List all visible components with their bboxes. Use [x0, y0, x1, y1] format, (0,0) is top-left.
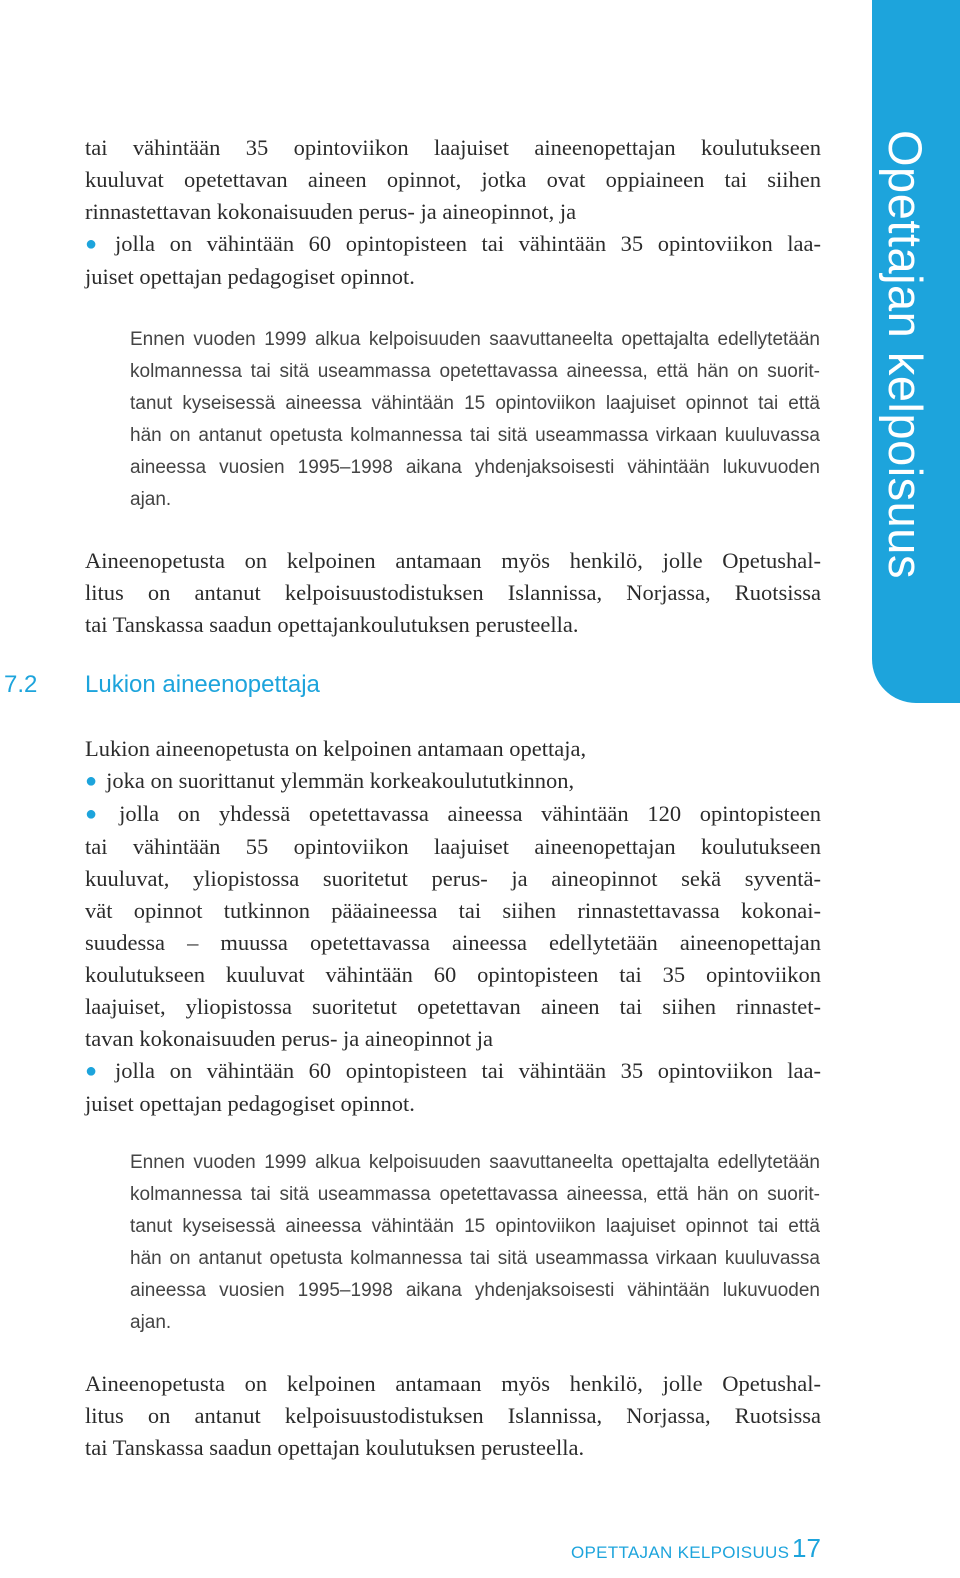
- note-line: hän on antanut opetusta kolmannessa tai sitä useammassa virkaan kuuluvassa: [130, 1248, 820, 1269]
- note-line: Ennen vuoden 1999 alkua kelpoisuuden saavuttaneelta opettajalta edellytetään: [130, 1152, 820, 1173]
- text-line: vät opinnot tutkinnon pääaineessa tai siihen rinnastettavassa kokonai-: [85, 898, 821, 923]
- note-line: tanut kyseisessä aineessa vähintään 15 opintoviikon laajuiset opinnot tai että: [130, 1216, 820, 1237]
- text-line: tai Tanskassa saadun opettajankoulutuksen perusteella.: [85, 612, 579, 637]
- note-line: aineessa vuosien 1995–1998 aikana yhdenjaksoisesti vähintään lukuvuoden: [130, 457, 820, 478]
- bullet-item: [85, 1055, 821, 1088]
- note-line: aineessa vuosien 1995–1998 aikana yhdenjaksoisesti vähintään lukuvuoden: [130, 1280, 820, 1301]
- section-number: 7.2: [4, 671, 38, 698]
- bullet-text: jolla on yhdessä opetettavassa aineessa vähintään 120 opintopisteen: [119, 801, 821, 826]
- bullet-text: jolla on vähintään 60 opintopisteen tai vähintään 35 opintoviikon laa-: [115, 231, 821, 256]
- text-line: litus on antanut kelpoisuustodistuksen Islannissa, Norjassa, Ruotsissa: [85, 1403, 821, 1428]
- text-line: Aineenopetusta on kelpoinen antamaan myös henkilö, jolle Opetushal-: [85, 1371, 821, 1396]
- text-line: juiset opettajan pedagogiset opinnot.: [85, 1091, 415, 1116]
- note-line: kolmannessa tai sitä useammassa opetettavassa aineessa, että hän on suorit-: [130, 1184, 820, 1205]
- note-line: Ennen vuoden 1999 alkua kelpoisuuden saavuttaneelta opettajalta edellytetään: [130, 329, 820, 350]
- bullet-item: [85, 765, 821, 798]
- bullet-text: jolla on vähintään 60 opintopisteen tai vähintään 35 opintoviikon laa-: [115, 1058, 821, 1083]
- note-paragraph: [130, 324, 820, 516]
- text-line: suudessa – muussa opetettavassa aineessa edellytetään aineenopettajan: [85, 930, 821, 955]
- note-line: kolmannessa tai sitä useammassa opetettavassa aineessa, että hän on suorit-: [130, 361, 820, 382]
- note-paragraph: [130, 1147, 820, 1339]
- text-line: laajuiset, yliopistossa suoritetut opetettavan aineen tai siihen rinnastet-: [85, 994, 821, 1019]
- text-line: tavan kokonaisuuden perus- ja aineopinnot ja: [85, 1026, 494, 1051]
- bullet-item: [85, 798, 821, 831]
- continued-list: [85, 132, 821, 293]
- text-line: rinnastettavan kokonaisuuden perus- ja aineopinnot, ja: [85, 199, 577, 224]
- bullet-icon: ●: [85, 770, 98, 792]
- text-line: tai Tanskassa saadun opettajan koulutuksen perusteella.: [85, 1435, 585, 1460]
- page-number: 17: [792, 1533, 821, 1563]
- footer-running-title: OPETTAJAN KELPOISUUS: [571, 1543, 790, 1562]
- bullet-item: [85, 228, 821, 261]
- text-line: kuuluvat, yliopistossa suoritetut perus- ja aineopinnot sekä syventä-: [85, 866, 821, 891]
- intro-line: Lukion aineenopetusta on kelpoinen antamaan opettaja,: [85, 736, 587, 761]
- bullet-icon: ●: [85, 233, 107, 255]
- paragraph: [85, 1368, 821, 1464]
- note-line: hän on antanut opetusta kolmannessa tai sitä useammassa virkaan kuuluvassa: [130, 425, 820, 446]
- bullet-text: joka on suorittanut ylemmän korkeakoulututkinnon,: [106, 768, 575, 793]
- note-line: tanut kyseisessä aineessa vähintään 15 opintoviikon laajuiset opinnot tai että: [130, 393, 820, 414]
- text-line: koulutukseen kuuluvat vähintään 60 opintopisteen tai 35 opintoviikon: [85, 962, 821, 987]
- text-line: kuuluvat opetettavan aineen opinnot, jotka ovat oppiaineen tai siihen: [85, 167, 821, 192]
- side-tab-label: Opettajan kelpoisuus: [879, 130, 932, 579]
- text-line: tai vähintään 55 opintoviikon laajuiset aineenopettajan koulutukseen: [85, 834, 821, 859]
- note-line: ajan.: [130, 1312, 172, 1333]
- bullet-icon: ●: [85, 1060, 107, 1082]
- paragraph: [85, 545, 821, 641]
- text-line: juiset opettajan pedagogiset opinnot.: [85, 264, 415, 289]
- note-line: ajan.: [130, 489, 172, 510]
- requirements-list: [85, 733, 821, 1120]
- section-title: Lukion aineenopettaja: [85, 671, 320, 698]
- bullet-icon: ●: [85, 803, 111, 825]
- text-line: litus on antanut kelpoisuustodistuksen Islannissa, Norjassa, Ruotsissa: [85, 580, 821, 605]
- text-line: Aineenopetusta on kelpoinen antamaan myös henkilö, jolle Opetushal-: [85, 548, 821, 573]
- text-line: tai vähintään 35 opintoviikon laajuiset aineenopettajan koulutukseen: [85, 135, 821, 160]
